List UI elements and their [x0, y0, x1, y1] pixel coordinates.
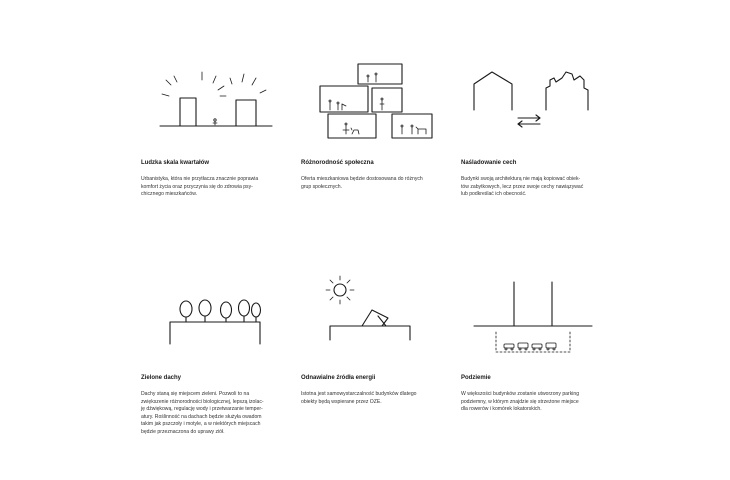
- panel-title: Zielone dachy: [141, 375, 182, 381]
- panel-title: Naśladowanie cech: [461, 160, 517, 166]
- panel-description: Dachy staną się miejscem zieleni. Pozwoli to na zwiększenie różnorodności biologicznej, lepszą izolac- ję dźwiękową, regulację wody i przetwarzanie temper- atury. Roślinność na dachach będzie służyła owadom takim jak pszczoły i motyle, a w niektórych miejscach będzie przeznaczona do uprawy ziół.: [141, 391, 264, 435]
- panel-description: Budynki swoją architekturą nie mają kopiować obiek- tów zabytkowych, lecz przez swoje cechy nawiązywać lub podkreślać ich obecność.: [461, 176, 584, 198]
- sketch-green-roofs: [160, 290, 270, 350]
- sketch-renewable-energy: [320, 268, 430, 348]
- sketch-imitation: [470, 66, 610, 136]
- panel-description: Oferta mieszkaniowa będzie dostosowana do różnych grup społecznych.: [301, 176, 423, 190]
- panel-description: W większości budynków zostanie utworzony parking podziemny, w którym znajdzie się strzeżone miejsce dla rowerów i komórek lokatorskich.: [461, 391, 580, 413]
- sketch-social-diversity: [310, 60, 440, 140]
- panel-title: Ludzka skala kwartałów: [141, 160, 210, 166]
- sketch-human-scale: [160, 70, 280, 135]
- panel-title: Podziemie: [461, 375, 491, 381]
- panel-title: Odnawialne źródła energii: [301, 375, 376, 381]
- panel-description: Istotna jest samowystarczalność budynków dlatego obiekty będą wspierane przez OZE.: [301, 391, 417, 405]
- panel-description: Urbanistyka, która nie przytłacza znacznie poprawia komfort życia oraz przyczynia się do zdrowia psy- chicznego mieszkańców.: [141, 176, 259, 198]
- sketch-underground: [470, 278, 600, 358]
- panel-title: Różnorodność społeczna: [301, 160, 374, 166]
